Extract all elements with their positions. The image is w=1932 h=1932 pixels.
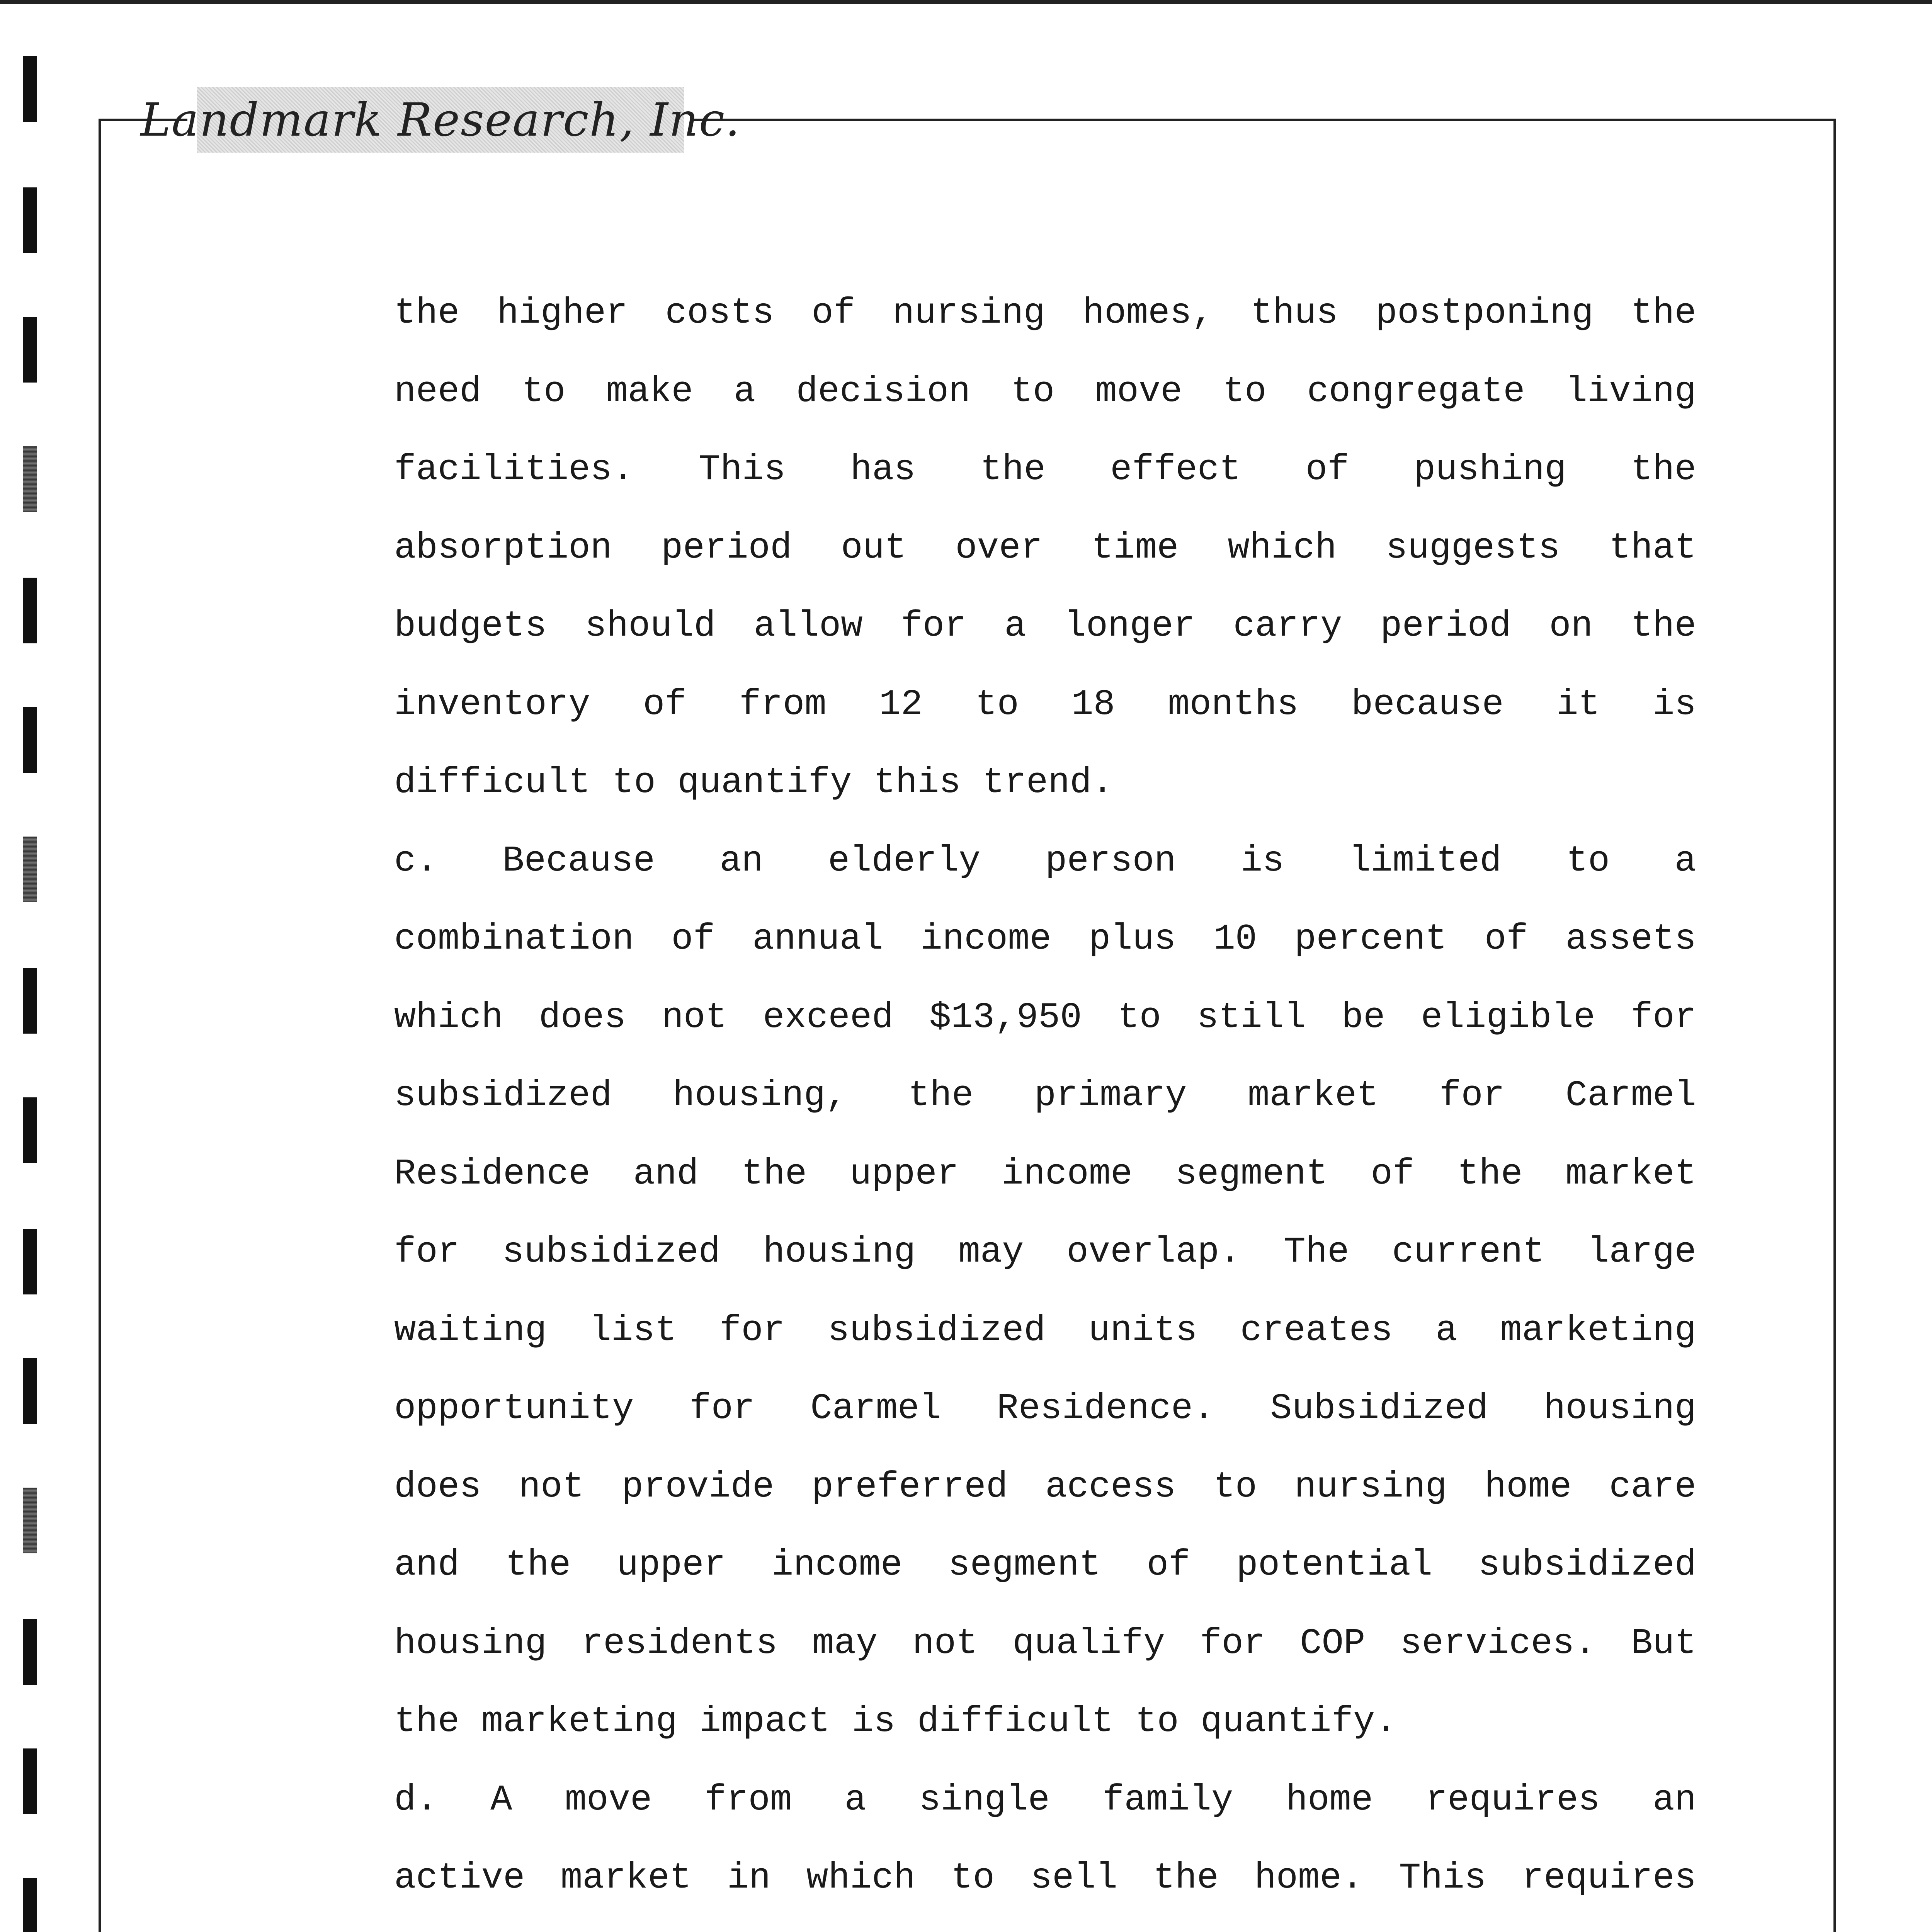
text-line: difficult to quantify this trend. [394, 762, 1114, 803]
binder-hole [23, 968, 37, 1034]
binder-hole [23, 1229, 37, 1294]
company-logo [140, 87, 741, 153]
binder-hole [23, 1878, 37, 1932]
text-line: subsidized housing, the primary market for Carmel [394, 1075, 1696, 1116]
text-line: combination of annual income plus 10 percent of assets [394, 919, 1696, 960]
text-line: housing residents may not qualify for COP services. But [394, 1623, 1696, 1664]
binder-hole [23, 317, 37, 383]
binder-hole [23, 837, 37, 902]
text-line: facilities. This has the effect of pushing the [394, 449, 1696, 490]
text-line: absorption period out over time which suggests that [394, 527, 1696, 569]
binder-hole [23, 1748, 37, 1814]
binder-hole [23, 1097, 37, 1163]
text-line: and the upper income segment of potential subsidized [394, 1545, 1696, 1586]
body-text [394, 274, 1696, 1932]
text-line: c. Because an elderly person is limited to a [394, 840, 1696, 882]
page-frame-top [690, 119, 1835, 121]
binder-hole [23, 187, 37, 253]
page-frame-right [1833, 119, 1836, 1932]
text-line: d. A move from a single family home requires an [394, 1779, 1696, 1821]
text-line: need to make a decision to move to congregate living [394, 371, 1696, 412]
company-name: Landmark Research, Inc. [140, 93, 741, 146]
text-line: budgets should allow for a longer carry period on the [394, 606, 1696, 647]
text-line: does not provide preferred access to nursing home care [394, 1466, 1696, 1508]
text-line: Residence and the upper income segment of the market [394, 1153, 1696, 1195]
text-line: the marketing impact is difficult to quantify. [394, 1701, 1397, 1742]
text-line: the higher costs of nursing homes, thus postponing the [394, 293, 1696, 334]
text-line: for subsidized housing may overlap. The current large [394, 1232, 1696, 1273]
binder-hole [23, 1358, 37, 1424]
binder-hole [23, 707, 37, 773]
text-line: active market in which to sell the home. This requires [394, 1858, 1696, 1899]
text-line: waiting list for subsidized units creates a marketing [394, 1310, 1696, 1351]
binder-hole [23, 578, 37, 643]
text-line: which does not exceed $13,950 to still be eligible for [394, 997, 1696, 1038]
text-line [394, 1918, 1696, 1932]
binder-hole [23, 446, 37, 512]
text-line: inventory of from 12 to 18 months because it is [394, 684, 1696, 725]
scan-top-edge [0, 0, 1932, 4]
binder-hole [23, 1488, 37, 1553]
binder-hole [23, 56, 37, 122]
binder-hole [23, 1619, 37, 1685]
page-frame-left [99, 119, 101, 1932]
text-line: opportunity for Carmel Residence. Subsidized housing [394, 1388, 1696, 1429]
